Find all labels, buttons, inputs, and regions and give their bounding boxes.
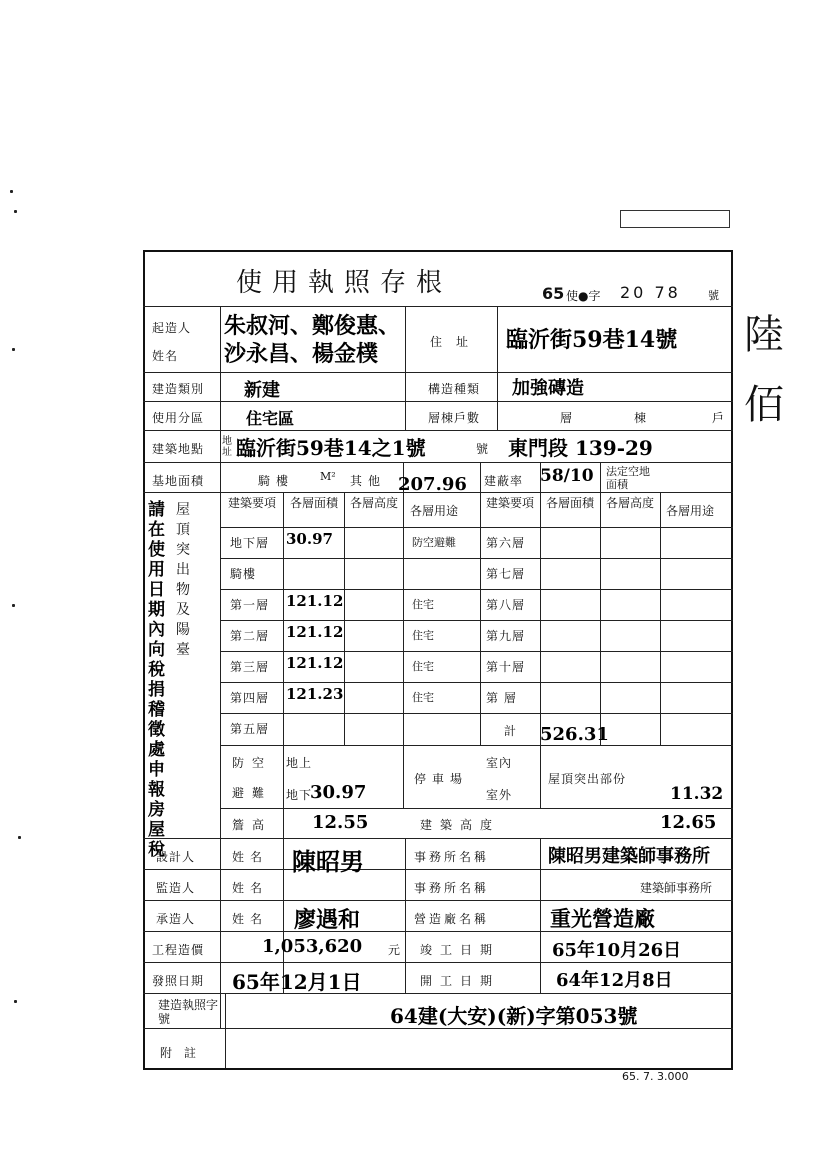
cost-label: 工程造價 <box>152 943 205 957</box>
done-label: 竣工日期 <box>420 943 501 957</box>
structure-label: 構造種類 <box>428 382 481 396</box>
floor-name-right: 第六層 <box>486 536 526 550</box>
site-area-label: 基地面積 <box>152 474 205 488</box>
head-use-2: 各層用途 <box>666 504 715 518</box>
start-label: 開工日期 <box>420 974 501 988</box>
floor-name-right: 第八層 <box>486 598 526 612</box>
floor-area: 121.23 <box>286 685 344 703</box>
floor-name: 地下層 <box>230 536 270 550</box>
location-prefix: 地址 <box>222 436 232 458</box>
head-area: 各層面積 <box>290 496 339 510</box>
floor-name: 第四層 <box>230 691 270 705</box>
remarks-label: 附註 <box>160 1046 209 1060</box>
floor-name-right: 第七層 <box>486 567 526 581</box>
household-unit: 戶 <box>712 411 726 425</box>
floor-name: 第一層 <box>230 598 270 612</box>
m2-unit: M² <box>320 470 336 483</box>
location-value: 臨沂街59巷14之1號 <box>236 436 426 460</box>
permit-label: 建造執照字號 <box>158 998 219 1026</box>
form-title: 使用執照存根 <box>236 268 453 298</box>
designer-office-value: 陳昭男建築師事務所 <box>548 846 710 867</box>
building-unit: 棟 <box>634 411 648 425</box>
head-item-2: 建築要項 <box>486 496 535 510</box>
floor-name: 第五層 <box>230 722 270 736</box>
supervisor-label: 監造人 <box>156 881 196 895</box>
builder-name-label: 姓名 <box>152 349 179 363</box>
location-label: 建築地點 <box>152 442 205 456</box>
other-value: 207.96 <box>398 474 467 495</box>
open-space-label: 法定空地面積 <box>606 465 650 491</box>
lot-label: 號 <box>476 442 490 456</box>
building-height-label: 建築高度 <box>420 818 501 832</box>
parking-outdoor: 室外 <box>486 788 513 802</box>
shelter-below: 地下 <box>286 788 313 802</box>
issue-label: 發照日期 <box>152 974 205 988</box>
address-value: 臨沂街59巷14號 <box>506 327 678 353</box>
coverage-label: 建蔽率 <box>484 474 524 488</box>
builder-label: 起造人 <box>152 321 192 335</box>
contractor-label: 承造人 <box>156 912 196 926</box>
floor-use: 住宅 <box>412 598 434 611</box>
floors-label: 層棟戶數 <box>428 411 481 425</box>
designer-name-label: 姓名 <box>232 850 269 864</box>
cost-unit: 元 <box>388 943 402 957</box>
contractor-office-label: 營造廠名稱 <box>414 912 490 926</box>
lot-value: 東門段 139-29 <box>508 436 653 460</box>
bottom-stamp: 65. 7. 3.000 <box>622 1070 689 1083</box>
floor-area: 121.12 <box>286 654 344 672</box>
rooftop-value: 11.32 <box>670 784 724 804</box>
designer-office-label: 事務所名稱 <box>414 850 490 864</box>
category-label: 建造類別 <box>152 382 205 396</box>
zoning-value: 住宅區 <box>246 409 295 428</box>
shelter-below-value: 30.97 <box>310 782 367 803</box>
permit-value: 64建(大安)(新)字第053號 <box>390 1004 638 1028</box>
floor-name-right: 第九層 <box>486 629 526 643</box>
floor-name-right: 第 層 <box>486 691 517 705</box>
supervisor-office-label: 事務所名稱 <box>414 881 490 895</box>
doc-number-suffix: 號 <box>708 289 719 302</box>
floor-use: 住宅 <box>412 691 434 704</box>
head-item: 建築要項 <box>228 496 277 510</box>
designer-value: 陳昭男 <box>292 847 364 876</box>
parking-indoor: 室內 <box>486 756 513 770</box>
address-label: 住址 <box>430 335 483 349</box>
floor-unit: 層 <box>560 411 574 425</box>
total-value: 526.31 <box>540 724 609 745</box>
cost-value: 1,053,620 <box>262 936 363 957</box>
zoning-label: 使用分區 <box>152 411 205 425</box>
eave-label: 簷高 <box>232 818 273 832</box>
builder-value: 朱叔河、鄭俊惠、沙永昌、楊金樸 <box>224 313 401 367</box>
floor-use: 住宅 <box>412 660 434 673</box>
doc-number-char: 使●字 <box>566 289 601 303</box>
other-label: 其他 <box>350 474 387 488</box>
floor-use: 防空避難 <box>412 536 456 549</box>
arcade-label: 騎樓 <box>258 474 295 488</box>
structure-value: 加強磚造 <box>512 378 584 399</box>
start-value: 64年12月8日 <box>556 970 673 991</box>
shelter-above: 地上 <box>286 756 313 770</box>
floor-use: 住宅 <box>412 629 434 642</box>
total-label: 計 <box>504 724 518 738</box>
floor-area: 30.97 <box>286 530 333 548</box>
contractor-value: 廖遇和 <box>294 907 361 933</box>
contractor-office-value: 重光營造廠 <box>550 906 655 931</box>
vertical-label: 屋頂突出物及陽臺 <box>176 502 190 658</box>
designer-label: 設計人 <box>156 850 196 864</box>
floor-name: 第三層 <box>230 660 270 674</box>
coverage-value: 58/10 <box>540 466 594 486</box>
done-value: 65年10月26日 <box>552 940 682 961</box>
head-height-2: 各層高度 <box>606 496 655 510</box>
head-height: 各層高度 <box>350 496 399 510</box>
supervisor-office-value: 建築師事務所 <box>640 881 713 895</box>
supervisor-name-label: 姓名 <box>232 881 269 895</box>
floor-name: 騎樓 <box>230 567 257 581</box>
head-use: 各層用途 <box>410 504 459 518</box>
doc-number-prefix: 65 <box>542 284 565 303</box>
right-margin-mark: 陸佰 <box>744 312 784 428</box>
head-area-2: 各層面積 <box>546 496 595 510</box>
rooftop-label: 屋頂突出部份 <box>548 772 627 786</box>
category-value: 新建 <box>244 380 280 401</box>
floor-area: 121.12 <box>286 592 344 610</box>
left-margin-note: 請在使用日期內向稅捐稽徵處申報房屋稅 <box>148 500 165 860</box>
shelter-label-1: 防空 <box>232 756 273 770</box>
header-stamp <box>620 210 730 228</box>
floor-area: 121.12 <box>286 623 344 641</box>
eave-value: 12.55 <box>312 812 369 833</box>
shelter-label-2: 避難 <box>232 786 273 800</box>
contractor-name-label: 姓名 <box>232 912 269 926</box>
issue-value: 65年12月1日 <box>232 970 362 994</box>
parking-label: 停車場 <box>414 772 469 786</box>
doc-number: 20 78 <box>620 283 681 302</box>
floor-name-right: 第十層 <box>486 660 526 674</box>
floor-name: 第二層 <box>230 629 270 643</box>
building-height-value: 12.65 <box>660 812 717 833</box>
